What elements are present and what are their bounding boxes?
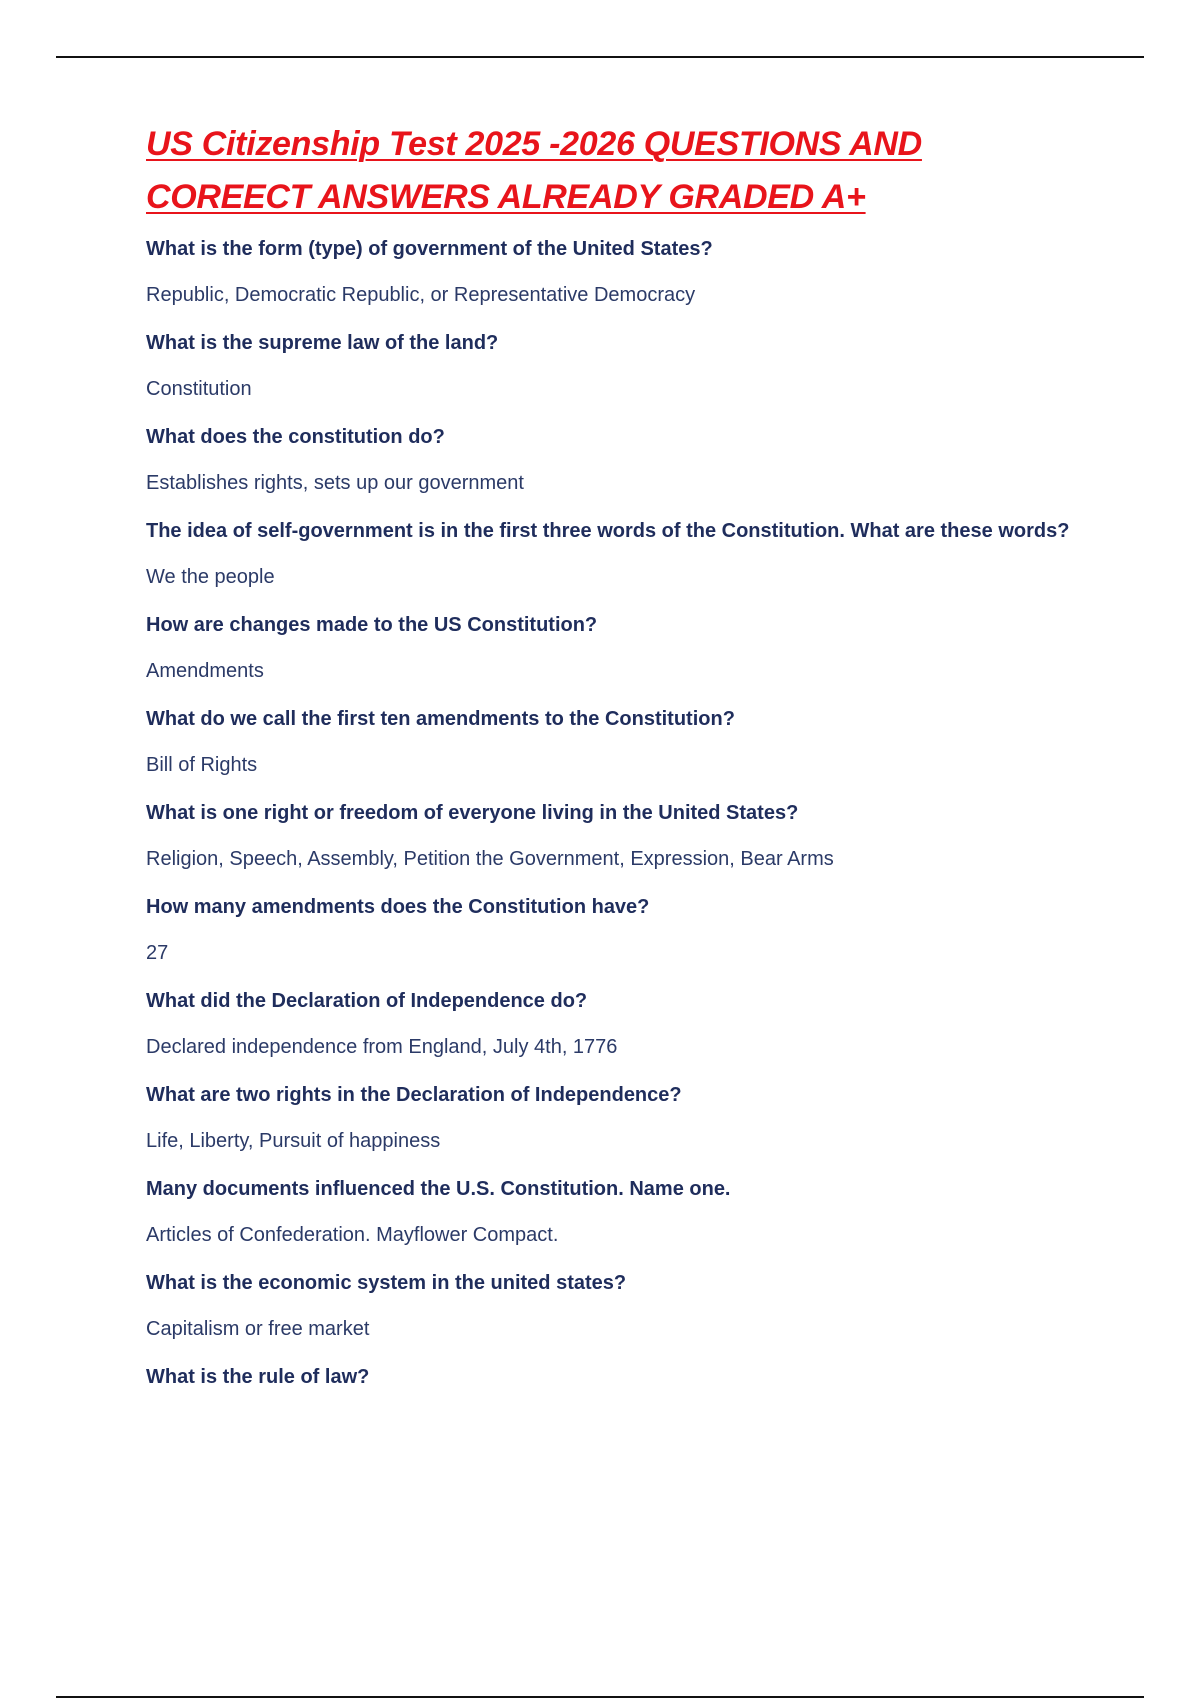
qa-item (146, 704, 1076, 780)
question-text: How many amendments does the Constitution have? (146, 896, 650, 918)
question-text: What did the Declaration of Independence do? (146, 990, 588, 1012)
qa-item (146, 1080, 1076, 1156)
qa-list (146, 234, 1076, 1392)
question-text: What is the form (type) of government of the United States? (146, 238, 713, 260)
answer-text: We the people (146, 566, 275, 588)
qa-item (146, 1362, 1076, 1392)
question-text: The idea of self-government is in the first three words of the Constitution. What are these words? (146, 520, 1070, 542)
answer-text: Amendments (146, 660, 264, 682)
answer-text: Capitalism or free market (146, 1318, 370, 1340)
answer-text: Constitution (146, 378, 252, 400)
footer-rule (56, 1696, 1144, 1698)
qa-item (146, 234, 1076, 310)
qa-item (146, 892, 1076, 968)
qa-item (146, 798, 1076, 874)
document-body (146, 118, 1076, 1408)
answer-text: 27 (146, 942, 169, 964)
qa-item (146, 610, 1076, 686)
qa-item (146, 422, 1076, 498)
question-text: What is the supreme law of the land? (146, 332, 499, 354)
answer-text: Articles of Confederation. Mayflower Compact. (146, 1224, 559, 1246)
question-text: What is one right or freedom of everyone living in the United States? (146, 802, 799, 824)
header-rule (56, 56, 1144, 58)
qa-item (146, 986, 1076, 1062)
qa-item (146, 1268, 1076, 1344)
answer-text: Bill of Rights (146, 754, 258, 776)
answer-text: Republic, Democratic Republic, or Representative Democracy (146, 284, 696, 306)
question-text: What is the rule of law? (146, 1366, 370, 1388)
question-text: What are two rights in the Declaration of Independence? (146, 1084, 682, 1106)
answer-text: Establishes rights, sets up our government (146, 472, 524, 494)
qa-item (146, 328, 1076, 404)
question-text: What do we call the first ten amendments to the Constitution? (146, 708, 735, 730)
question-text: Many documents influenced the U.S. Constitution. Name one. (146, 1178, 731, 1200)
qa-item (146, 1174, 1076, 1250)
answer-text: Religion, Speech, Assembly, Petition the Government, Expression, Bear Arms (146, 848, 834, 870)
qa-item (146, 516, 1076, 592)
document-title: US Citizenship Test 2025 -2026 QUESTIONS AND COREECT ANSWERS ALREADY GRADED A+ (146, 125, 922, 216)
question-text: What does the constitution do? (146, 426, 445, 448)
answer-text: Life, Liberty, Pursuit of happiness (146, 1130, 441, 1152)
question-text: What is the economic system in the united states? (146, 1272, 627, 1294)
answer-text: Declared independence from England, July 4th, 1776 (146, 1036, 618, 1058)
question-text: How are changes made to the US Constitution? (146, 614, 598, 636)
